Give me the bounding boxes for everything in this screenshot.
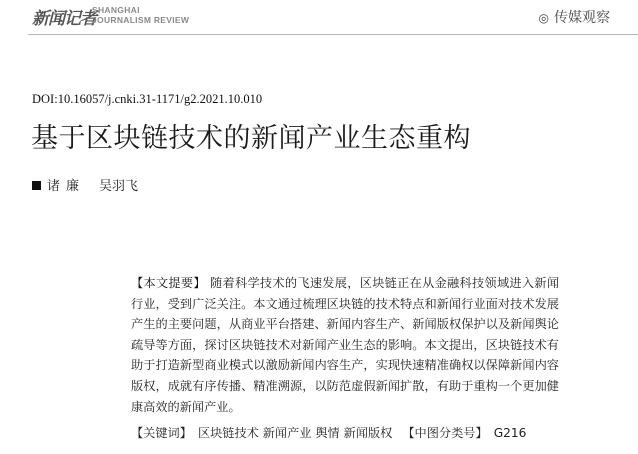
article-title: 基于区块链技术的新闻产业生态重构: [31, 123, 471, 154]
doi: DOI:10.16057/j.cnki.31-1171/g2.2021.10.010: [32, 92, 263, 106]
author-name: 吴羽飞: [99, 179, 139, 194]
circle-bullet-icon: ◎: [538, 11, 549, 25]
journal-logo: 新闻记者: [32, 9, 96, 29]
journal-english-name: SHANGHAI JOURNALISM REVIEW: [92, 5, 190, 25]
clc-label: 【中图分类号】: [402, 426, 488, 440]
keywords-label: 【关键词】: [131, 426, 192, 440]
section-label: ◎ 传媒观察: [538, 10, 610, 26]
author-name: 诸廉: [47, 179, 86, 194]
square-bullet-icon: [32, 181, 41, 190]
authors: [32, 175, 138, 194]
header-divider: [28, 34, 638, 35]
keywords: [131, 424, 571, 441]
abstract-label: 【本文提要】: [131, 276, 206, 290]
abstract-text: 随着科学技术的飞速发展，区块链正在从金融科技领域进入新闻行业，受到广泛关注。本文通过梳理区块链的技术特点和新闻行业面对技术发展产生的主要问题，从商业平台搭建、新闻内容生产、新闻版权保护以及新闻舆论疏导等方面，探讨区块链技术对新闻产业生态的影响。本文提出，区块链技术有助于打造新型商业模式以激励新闻内容生产，实现快速精准确权以保障新闻内容版权，成就有序传播、精准溯源，以防范虚假新闻扩散，有助于重构一个更加健康高效的新闻产业。: [131, 276, 560, 414]
abstract: [131, 273, 559, 417]
keywords-list: 区块链技术 新闻产业 舆情 新闻版权: [197, 426, 393, 440]
journal-header: [0, 0, 638, 36]
clc-number: G216: [493, 426, 527, 440]
